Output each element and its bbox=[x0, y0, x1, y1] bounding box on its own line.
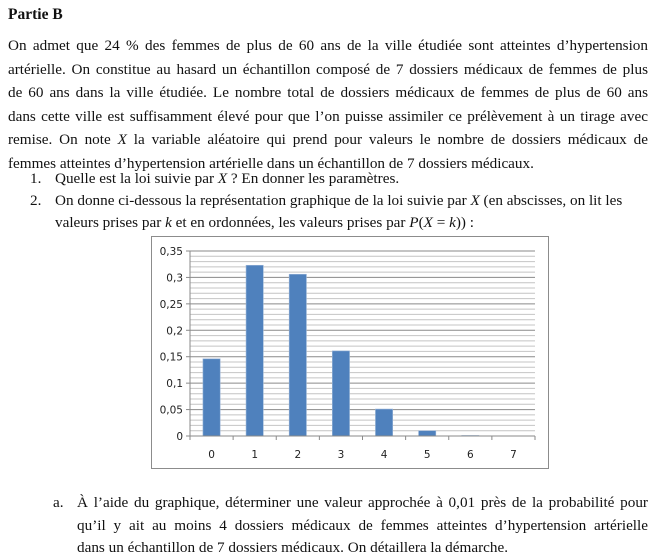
intro-line: dans cette ville est suffisamment élevé pour que l’on puisse assimiler ce prélèvement à un tirage avec bbox=[8, 107, 648, 125]
intro-line: femmes atteintes d’hypertension artérielle dans un échantillon de 7 dossiers médicaux. bbox=[8, 154, 534, 172]
x-tick-label: 5 bbox=[423, 449, 431, 461]
x-tick-label: 7 bbox=[510, 449, 517, 461]
intro-line: artérielle. On constitue au hasard un échantillon composé de 7 dossiers médicaux de femmes de plus bbox=[8, 60, 648, 78]
subquestion-letter: a. bbox=[53, 494, 64, 511]
x-tick-label: 2 bbox=[294, 449, 302, 461]
question-number: 2. bbox=[30, 192, 42, 209]
bar-k-5 bbox=[419, 431, 436, 436]
x-tick-label: 0 bbox=[208, 449, 215, 461]
x-tick-label: 1 bbox=[251, 449, 259, 461]
subquestion-line: À l’aide du graphique, déterminer une valeur approchée à 0,01 près de la probabilité pour bbox=[77, 494, 648, 511]
intro-line: remise. On note X la variable aléatoire qui prend pour valeurs le nombre de dossiers médicaux de bbox=[8, 131, 648, 149]
bar-k-2 bbox=[289, 274, 306, 436]
section-heading: Partie B bbox=[8, 6, 63, 23]
question-text: Quelle est la loi suivie par X ? En donner les paramètres. bbox=[55, 170, 400, 187]
y-tick-label: 0,15 bbox=[159, 351, 183, 364]
y-tick-label: 0,25 bbox=[159, 298, 183, 311]
subquestion-text bbox=[77, 492, 648, 560]
binomial-chart bbox=[151, 236, 549, 469]
y-tick-label: 0,05 bbox=[159, 404, 183, 417]
subquestion-line: dans un échantillon de 7 dossiers médicaux. On détaillera la démarche. bbox=[77, 539, 509, 556]
question-text: On donne ci-dessous la représentation graphique de la loi suivie par X (en abscisses, on lit les bbox=[55, 192, 623, 209]
question-number: 1. bbox=[30, 170, 42, 187]
bar-k-4 bbox=[375, 409, 392, 436]
y-tick-label: 0,1 bbox=[166, 378, 183, 391]
intro-line: On admet que 24 % des femmes de plus de 60 ans de la ville étudiée sont atteintes d’hypertension bbox=[8, 37, 648, 54]
y-tick-label: 0 bbox=[176, 431, 183, 443]
question-text: valeurs prises par k et en ordonnées, les valeurs prises par P(X = k)) : bbox=[55, 214, 474, 231]
x-tick-label: 4 bbox=[380, 449, 388, 461]
intro-paragraph bbox=[8, 34, 648, 176]
bar-k-0 bbox=[203, 359, 220, 436]
bar-k-1 bbox=[246, 265, 263, 436]
x-tick-label: 3 bbox=[337, 449, 345, 461]
chart-svg bbox=[152, 237, 548, 468]
y-tick-label: 0,35 bbox=[159, 246, 183, 258]
bar-k-3 bbox=[332, 351, 349, 436]
intro-line: de 60 ans dans la ville étudiée. Le nombre total de dossiers médicaux de femmes de plus de 60 ans bbox=[8, 84, 648, 102]
x-tick-label: 6 bbox=[466, 449, 474, 461]
y-tick-label: 0,3 bbox=[166, 272, 183, 285]
subquestion-line: qu’il y ait au moins 4 dossiers médicaux de femmes atteintes d’hypertension artérielle bbox=[77, 516, 648, 534]
y-tick-label: 0,2 bbox=[166, 325, 183, 338]
